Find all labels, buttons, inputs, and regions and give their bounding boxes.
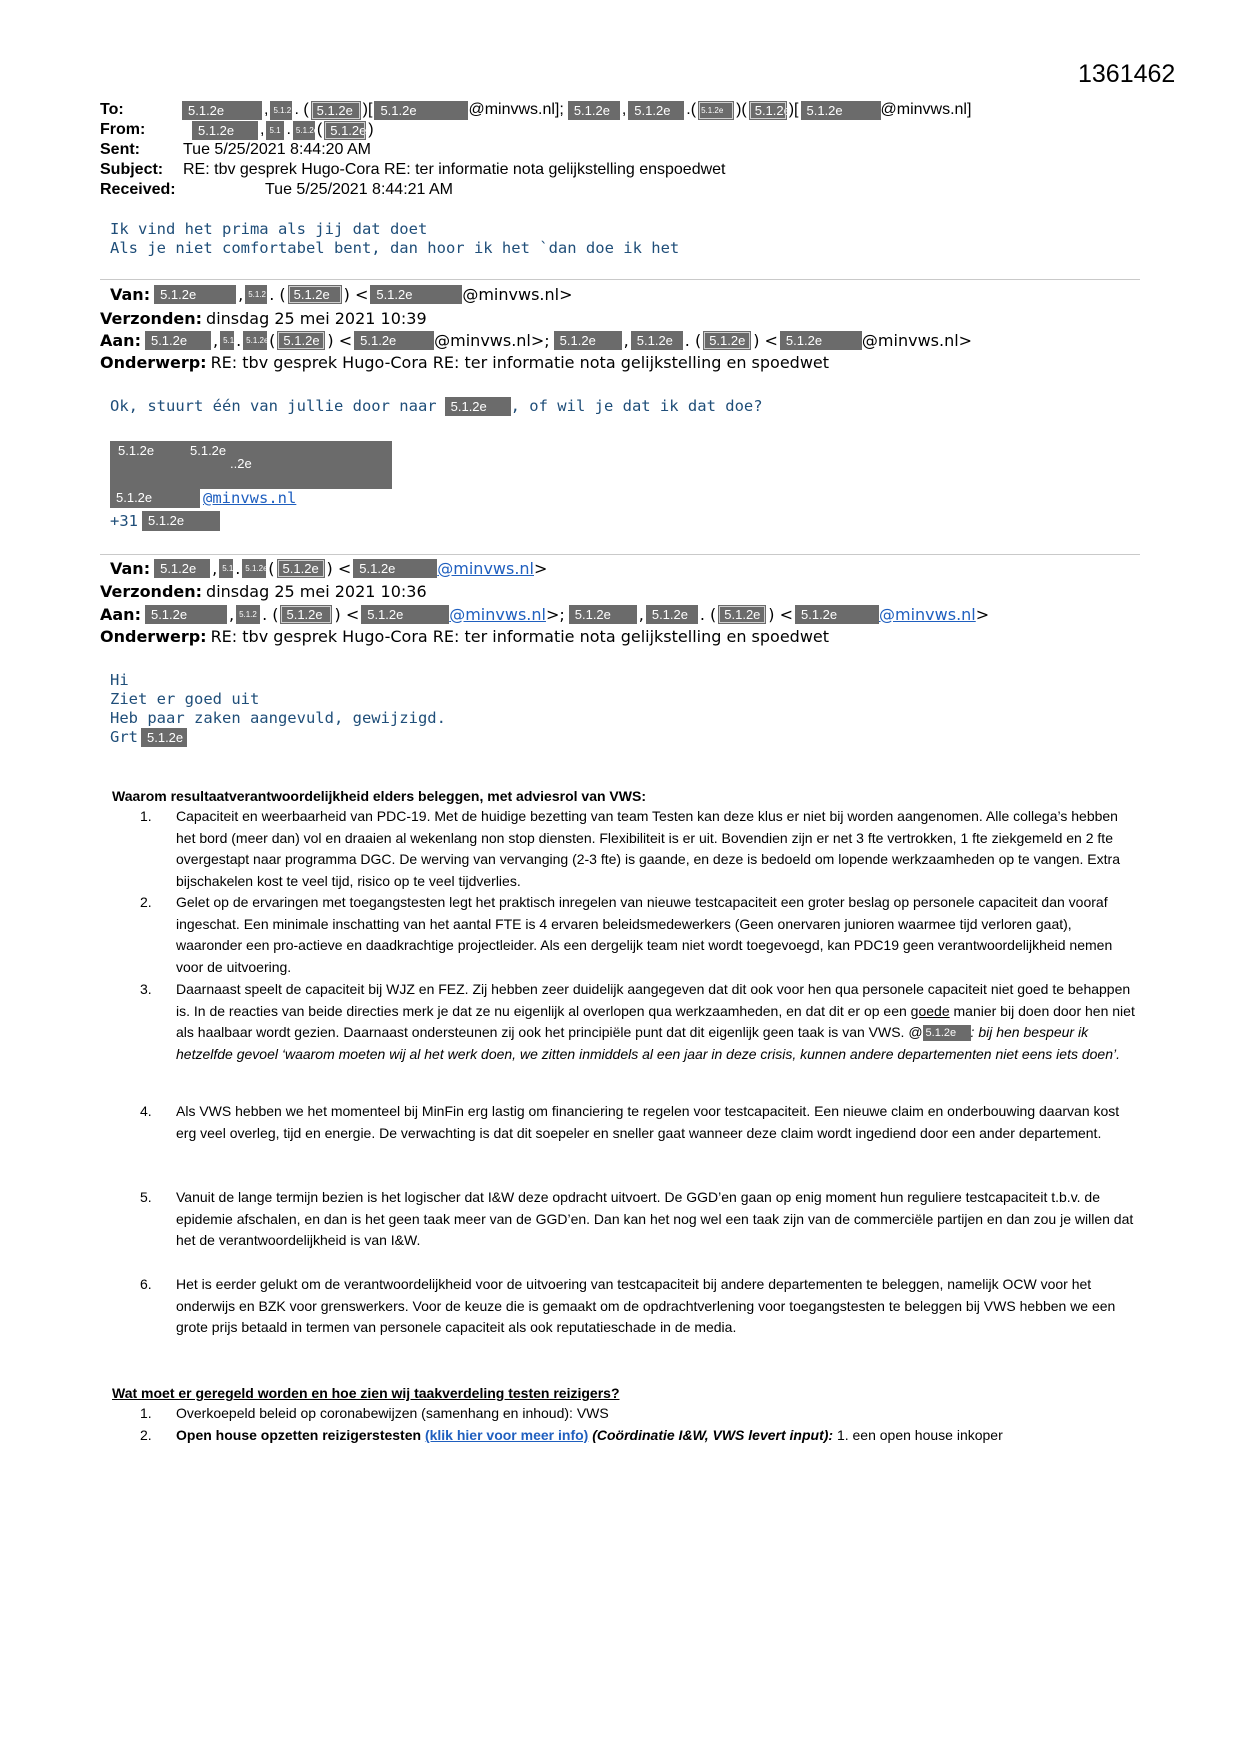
- aan-link[interactable]: @minvws.nl: [449, 604, 546, 624]
- header-from-row: From: 5.1.2e , 5.1 . 5.1.2e ( 5.1.2e ): [100, 121, 374, 138]
- divider: [100, 279, 1140, 280]
- redaction: 5.1.2e: [324, 121, 366, 140]
- redaction: 5.1.2e: [145, 605, 227, 624]
- redaction: 5.1.2e: [569, 605, 637, 624]
- to-domain-end: @minvws.nl]: [880, 101, 972, 118]
- onderwerp-value: RE: tbv gesprek Hugo-Cora RE: ter informatie nota gelijkstelling en spoedwet: [210, 352, 830, 372]
- forward1-body: [110, 397, 763, 416]
- redaction: 5.1.2e: [110, 488, 200, 508]
- onderwerp-value: RE: tbv gesprek Hugo-Cora RE: ter informatie nota gelijkstelling en spoedwet: [210, 626, 830, 646]
- aan-domain-end: @minvws.nl>: [861, 330, 973, 350]
- redaction: 5.1.2: [245, 285, 267, 304]
- message-line: Ziet er goed uit: [110, 690, 260, 708]
- van-label: Van:: [110, 558, 151, 578]
- more-info-link[interactable]: (klik hier voor meer info): [424, 1427, 589, 1443]
- verzonden-label: Verzonden:: [100, 308, 203, 328]
- van-label: Van:: [110, 284, 151, 304]
- header-received-row: [100, 180, 453, 200]
- redaction: 5.1.2e: [631, 331, 683, 350]
- verzonden-label: Verzonden:: [100, 581, 203, 601]
- body-text: Ok, stuurt één van jullie door naar: [110, 397, 437, 415]
- redaction: 5.1.2: [270, 101, 292, 120]
- redaction: 5.1.2e: [646, 605, 698, 624]
- redaction: 5.1.2e: [154, 285, 236, 304]
- redaction: 5.1.2e: [718, 605, 766, 624]
- aan-label: Aan:: [100, 604, 141, 624]
- redaction: 5.1.2e: [145, 331, 211, 350]
- redaction: 5.1.2e: [703, 331, 751, 350]
- greeting: Grt: [110, 728, 138, 746]
- forward2-verzonden-row: [100, 580, 427, 602]
- redaction: 5.1.2e: [445, 397, 511, 416]
- redaction: 5.1.2e: [243, 331, 267, 350]
- redaction: 5.1.2e: [353, 559, 437, 578]
- redaction: 5.1.2e: [568, 101, 620, 120]
- message-line: Ik vind het prima als jij dat doet: [110, 220, 428, 238]
- message-line: Hi: [110, 671, 129, 689]
- forward2-van-row: Van: 5.1.2e , 5.1 . 5.1.2e ( 5.1.2e ) < 5.1.2e @minvws.nl >: [110, 558, 548, 578]
- redaction: 5.1.2e: [698, 101, 734, 120]
- list-item: 1. Capaciteit en weerbaarheid van PDC-19. Met de huidige bezetting van team Testen kan deze klus er niet bij worden aangenomen. Alle collega’s hebben het bord (meer dan) vol en draaien al wekenlang non stop diensten. Flexibiliteit is er uit. Bovendien zijn er net 3 fte vertrokken, 1 fte ziekgemeld en 2 fte overgestapt naar programma DGC. De werving van vervanging (2-3 fte) is gaande, en deze is bedoeld om lopende werkzaamheden op te vangen. Extra bijschakelen kost te veel tijd, risico op te veel tijdverlies.: [140, 808, 1120, 889]
- subject-value: RE: tbv gesprek Hugo-Cora RE: ter informatie nota gelijkstelling enspoedwet: [183, 161, 726, 178]
- forward2-aan-row: Aan: 5.1.2e , 5.1.2 . ( 5.1.2e ) < 5.1.2e @minvws.nl >; 5.1.2e , 5.1.2e . ( 5.1.2e ) < 5.1.2e @minvws.nl >: [100, 604, 990, 624]
- redaction: 5.1.2e: [370, 285, 462, 304]
- redaction: 5.1.2e: [923, 1025, 971, 1041]
- list-item: 2. Open house opzetten reizigerstesten (klik hier voor meer info) (Coördinatie I&W, VWS levert input): 1. een open house inkoper: [140, 1427, 1003, 1443]
- redaction: 5.1.2e: [361, 605, 449, 624]
- redaction: 5.1: [266, 121, 284, 140]
- list-item: 3. Daarnaast speelt de capaciteit bij WJZ en FEZ. Zij hebben zeer duidelijk aangegeven dat dit ook voor hen qua personele capaciteit niet goed te behappen is. In de reacties van beide directies merk je dat ze nu eigenlijk al overlopen qua werkzaamheden, en dat dit er op een goede manier bij doen door hen niet als haalbaar wordt gezien. Daarnaast ondersteunen zij ook het principiële punt dat dit eigenlijk geen taak is van VWS. @ 5.1.2e : bij hen bespeur ik hetzelfde gevoel ‘waarom moeten wij al het werk doen, we zitten inmiddels al een jaar in deze crisis, kunnen andere departementen niet eens iets doen’.: [140, 981, 1135, 1062]
- section2-title: Wat moet er geregeld worden en hoe zien wij taakverdeling testen reizigers?: [112, 1385, 620, 1401]
- list-item: 1. Overkoepeld beleid op coronabewijzen (samenhang en inhoud): VWS: [140, 1405, 609, 1421]
- redaction: 5.1.2e: [182, 101, 262, 120]
- list-item: 2. Gelet op de ervaringen met toegangstesten legt het praktisch inregelen van nieuwe testcapaciteit een groter beslag op personele capaciteit dan vooraf ingeschat. Een minimale inschatting van het aantal FTE is 4 ervaren beleidsmedewerkers (Geen onervaren junioren waarmee tijd verloren gaat), waaronder een pro-actieve en daadkrachtige projectleider. Als een dergelijk team niet wordt toegevoegd, kan PDC19 geen verantwoordelijkheid nemen voor de uitvoering.: [140, 894, 1113, 975]
- redaction: 5.1.2e: [288, 285, 342, 304]
- redaction: 5.1: [220, 331, 234, 350]
- subject-label: Subject:: [100, 161, 164, 178]
- header-to-row: To: 5.1.2e , 5.1.2 . ( 5.1.2e )[ 5.1.2e @minvws.nl]; 5.1.2e , 5.1.2e .( 5.1.2e )( 5.1.2e )[ 5.1.2e @minvws.nl]: [100, 101, 972, 118]
- forward1-van-row: Van: 5.1.2e , 5.1.2 . ( 5.1.2e ) < 5.1.2e @minvws.nl>: [110, 284, 573, 304]
- redaction: 5.1.2e: [354, 331, 434, 350]
- redaction: ..2e: [230, 456, 252, 471]
- redaction: 5.1.2e: [142, 511, 220, 531]
- onderwerp-label: Onderwerp:: [100, 352, 207, 372]
- body-text: , of wil je dat ik dat doe?: [510, 397, 763, 415]
- redaction: 5.1.2e: [628, 101, 684, 120]
- header-sent-row: [100, 140, 371, 160]
- redaction: 5.1.2e: [118, 443, 155, 458]
- to-label: To:: [100, 101, 124, 118]
- list-item: 4. Als VWS hebben we het momenteel bij MinFin erg lastig om financiering te regelen voor testcapaciteit. Een nieuwe claim en onderbouwing daarvan kost erg veel overleg, tijd en energie. De verwachting is dat dit soepeler en sneller gaat wanneer deze claim wordt ingediend door een ander departement.: [140, 1103, 1120, 1141]
- phone-prefix: +31: [110, 512, 138, 530]
- redaction: 5.1.2e: [801, 101, 881, 120]
- redaction: 5.1: [219, 559, 233, 578]
- aan-link-end[interactable]: @minvws.nl: [879, 604, 976, 624]
- to-domain: @minvws.nl];: [468, 101, 564, 118]
- from-label: From:: [100, 121, 146, 138]
- signature-email-link[interactable]: @minvws.nl: [203, 489, 297, 507]
- greeting-row: [110, 728, 187, 747]
- redaction: 5.1.2e: [374, 101, 468, 120]
- redaction: 5.1.2e: [154, 559, 210, 578]
- redaction: 5.1.2e: [280, 605, 332, 624]
- redaction: 5.1.2e: [190, 443, 227, 458]
- forward1-aan-row: Aan: 5.1.2e , 5.1 . 5.1.2e ( 5.1.2e ) < 5.1.2e @minvws.nl>; 5.1.2e , 5.1.2e . ( 5.1.2e ) < 5.1.2e @minvws.nl>: [100, 330, 973, 350]
- redaction: 5.1.2e: [749, 101, 787, 120]
- signature-phone-row: [110, 511, 220, 531]
- forward1-verzonden-row: [100, 307, 427, 329]
- van-domain: @minvws.nl>: [462, 284, 573, 304]
- redaction: 5.1.2: [236, 605, 260, 624]
- redaction: 5.1.2e: [311, 101, 361, 120]
- redaction: 5.1.2e: [795, 605, 879, 624]
- message-line: Heb paar zaken aangevuld, gewijzigd.: [110, 709, 446, 727]
- received-label: Received:: [100, 181, 176, 198]
- redaction: 5.1.2e: [192, 121, 258, 140]
- van-link[interactable]: @minvws.nl: [437, 558, 534, 578]
- forward2-onderwerp-row: [100, 625, 829, 647]
- redaction: 5.1.2e: [277, 559, 325, 578]
- onderwerp-label: Onderwerp:: [100, 626, 207, 646]
- signature-email-row: [110, 488, 296, 508]
- redaction: 5.1.2e: [242, 559, 266, 578]
- message-line: Als je niet comfortabel bent, dan hoor ik het `dan doe ik het: [110, 239, 680, 257]
- list-item: 6. Het is eerder gelukt om de verantwoordelijkheid voor de uitvoering van testcapaciteit bij andere departementen te beleggen, namelijk OCW voor het onderwijs en BZK voor grenswerkers. Voor de keuze die is gemaakt om de opdrachtverlening voor toegangstesten te beleggen bij VWS hebben we een grote prijs betaald in termen van personele capaciteit als ook reputatieschade in de media.: [140, 1276, 1116, 1335]
- forward1-onderwerp-row: [100, 351, 829, 373]
- redaction: 5.1.2e: [780, 331, 862, 350]
- sent-value: Tue 5/25/2021 8:44:20 AM: [183, 141, 371, 158]
- redaction: 5.1.2e: [141, 728, 187, 747]
- document-number: 1361462: [1078, 60, 1176, 88]
- list-item: 5. Vanuit de lange termijn bezien is het logischer dat I&W deze opdracht uitvoert. De GGD’en gaan op enig moment hun reguliere testcapaciteit t.b.v. de epidemie afschalen, en dan is het geen taak meer van de GGD’en. Dan kan het nog wel een taak zijn van de commerciële partijen en dan zou je willen dat het de verantwoordelijkheid is van I&W.: [140, 1189, 1134, 1248]
- received-value: Tue 5/25/2021 8:44:21 AM: [265, 181, 453, 198]
- redaction: 5.1.2e: [293, 121, 315, 140]
- divider: [100, 554, 1140, 555]
- aan-label: Aan:: [100, 330, 141, 350]
- redaction: 5.1.2e: [277, 331, 325, 350]
- aan-domain: @minvws.nl>;: [434, 330, 550, 350]
- verzonden-value: dinsdag 25 mei 2021 10:36: [206, 581, 427, 601]
- section1-title: Waarom resultaatverantwoordelijkheid elders beleggen, met adviesrol van VWS:: [112, 788, 646, 804]
- redaction: 5.1.2e: [554, 331, 622, 350]
- verzonden-value: dinsdag 25 mei 2021 10:39: [206, 308, 427, 328]
- header-subject-row: [100, 160, 726, 180]
- sent-label: Sent:: [100, 141, 140, 158]
